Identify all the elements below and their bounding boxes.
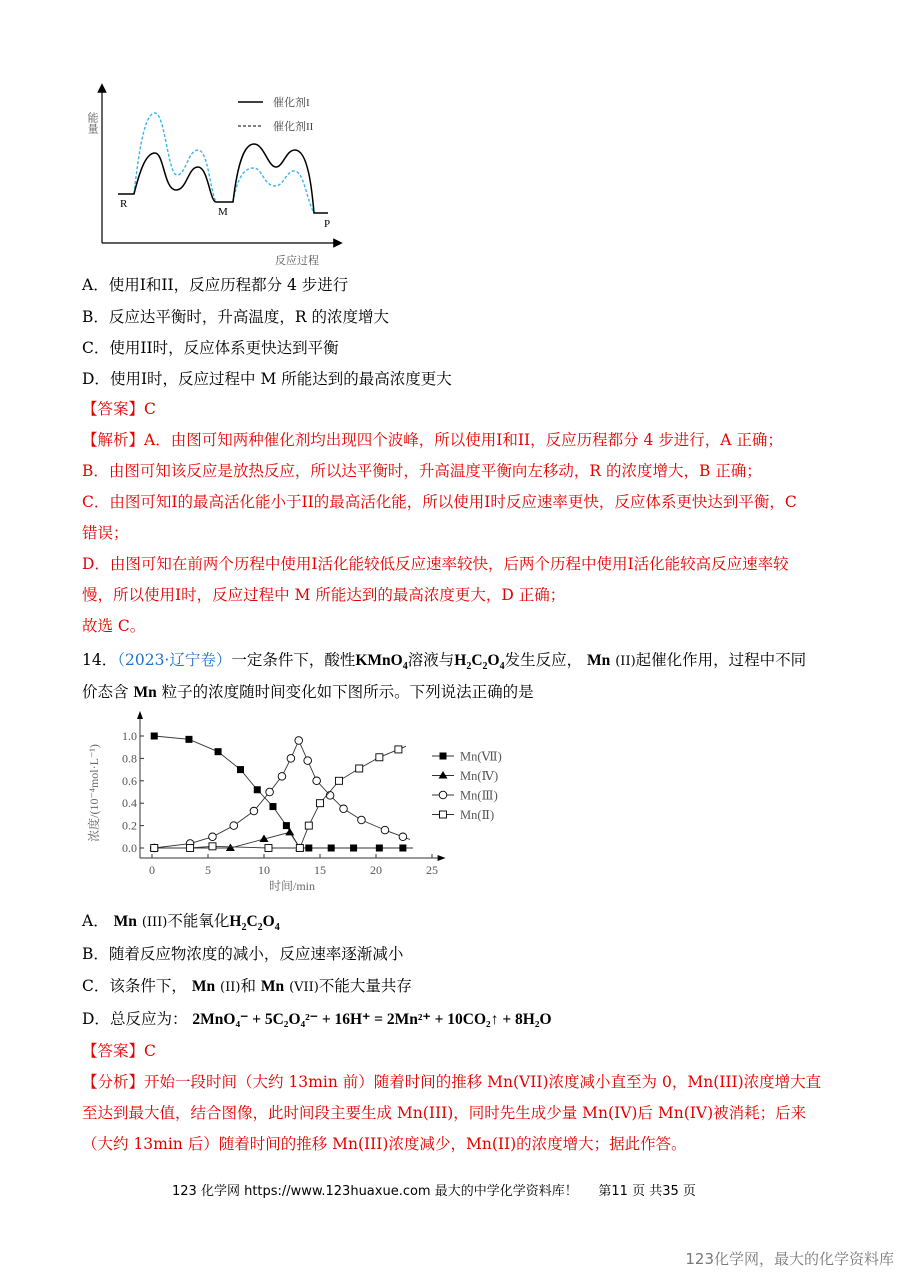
x-tick-label: 5 — [205, 863, 211, 877]
legend-label: Mn(Ⅲ) — [460, 788, 498, 803]
q13-analysis-line-4: 错误； — [82, 524, 129, 542]
option-text: 使用I时，反应过程中 M 所能达到的最高浓度更大 — [109, 370, 452, 388]
y-tick-label: 0.0 — [122, 841, 137, 855]
h2c2o4-formula: $H_2C_2O_4$ — [229, 913, 280, 934]
answer-value: C — [144, 1042, 156, 1060]
stem-text: 粒子的浓度随时间变化如下图所示。下列说法正确的是 — [161, 683, 534, 701]
option-text: 和 — [240, 977, 256, 995]
x-tick-label: 25 — [426, 863, 438, 877]
series-3-point — [187, 845, 194, 852]
formula-text: KMnO — [355, 652, 403, 669]
analysis-text: A．由图可知两种催化剂均出现四个波峰，所以使用I和II，反应历程都分 4 步进行，A 正确； — [144, 431, 783, 449]
series-0-point — [283, 822, 290, 829]
q13-analysis-line-3: C．由图可知I的最高活化能小于II的最高活化能，所以使用I时反应速率更快，反应体系更快达到平衡，C — [82, 493, 797, 511]
option-text: 使用I和II，反应历程都分 4 步进行 — [108, 276, 349, 294]
stem-text: 起催化作用，过程中不同 — [635, 651, 807, 669]
q14-stem-line-1 — [82, 650, 806, 677]
legend-label: Mn(Ⅳ) — [460, 769, 499, 783]
point-label-p: P — [324, 218, 331, 230]
series-3-point — [356, 765, 363, 772]
option-letter: A． — [82, 912, 109, 930]
mn-symbol: Mn — [133, 684, 157, 701]
q13-option-b — [82, 307, 389, 327]
q13-analysis-line-6: 慢，所以使用I时，反应过程中 M 所能达到的最高浓度更大，D 正确； — [82, 586, 566, 604]
x-axis-label: 时间/min — [268, 879, 316, 893]
series-1 — [150, 828, 305, 851]
q13-analysis-line-2: B．由图可知该反应是放热反应，所以达平衡时，升高温度平衡向左移动，R 的浓度增大，B 正确； — [82, 462, 762, 480]
q13-option-c — [82, 338, 339, 358]
concentration-chart — [85, 705, 535, 900]
series-2-point — [358, 816, 366, 824]
series-0-line — [154, 736, 413, 848]
q14-option-d — [82, 1009, 552, 1030]
q14-option-b — [82, 944, 403, 964]
x-tick-label: 15 — [314, 863, 326, 877]
q14-analysis-line-1 — [82, 1072, 821, 1092]
chart-legend — [432, 750, 502, 823]
series-2-point — [326, 792, 334, 800]
series-0-point — [376, 845, 383, 852]
q13-analysis-line-1 — [82, 430, 783, 450]
y-tick-label: 0.8 — [122, 751, 137, 766]
series-0 — [151, 733, 413, 852]
analysis-text: 开始一段时间（大约 13min 前）随着时间的推移 Mn(VII)浓度减小直至为 0，Mn(III)浓度增大直 — [144, 1073, 822, 1091]
option-text: 不能氧化 — [167, 912, 230, 930]
series-3-point — [336, 777, 343, 784]
y-tick-label: 1.0 — [122, 729, 137, 743]
series-2-point — [313, 777, 321, 785]
page-number: 第11 页 共35 页 — [598, 1184, 696, 1199]
series-3-point — [317, 800, 324, 807]
option-letter: B． — [82, 945, 109, 963]
y-tick-label: 0.4 — [122, 796, 137, 811]
series-0-point — [237, 766, 244, 773]
stem-text: 溶液与 — [407, 651, 455, 669]
series-0-point — [399, 845, 406, 852]
series-2-line — [154, 740, 410, 848]
series-3-line — [154, 746, 406, 848]
option-letter: B． — [82, 308, 109, 326]
series-0-point — [350, 845, 357, 852]
footer-site-text: 123 化学网 https://www.123huaxue.com 最大的中学化学资料库！ — [172, 1184, 578, 1199]
series-3-point — [395, 746, 402, 753]
series-2-point — [304, 757, 312, 765]
q14-stem-line-2 — [82, 682, 534, 703]
series-2-point — [340, 805, 348, 813]
chart-series — [150, 733, 413, 852]
series-2-point — [295, 737, 303, 745]
oxidation-state: (III) — [141, 915, 168, 930]
legend-label: Mn(Ⅶ) — [460, 749, 502, 764]
oxidation-state: (II) — [615, 654, 636, 669]
option-text: 该条件下， — [109, 977, 187, 995]
analysis-label: 【分析】 — [82, 1073, 145, 1091]
series-2-point — [399, 833, 407, 841]
series-0-point — [151, 733, 158, 740]
oxidation-state: (II) — [220, 980, 241, 995]
total-equation: 2MnO₄⁻ + 5C₂O₄²⁻ + 16H⁺ = 2Mn²⁺ + 10CO₂↑ + 8H₂O — [192, 1011, 552, 1028]
y-axis-arrow — [137, 711, 143, 719]
series-0-point — [305, 845, 312, 852]
question-number: 14． — [82, 651, 118, 669]
legend-catalyst-ii: 催化剂II — [273, 121, 314, 133]
y-axis-label: 能量 — [86, 112, 98, 134]
option-text: 使用II时，反应体系更快达到平衡 — [109, 339, 339, 357]
q13-analysis-line-7: 故选 C。 — [82, 617, 146, 635]
series-2-point — [287, 755, 295, 763]
option-text: 总反应为： — [109, 1010, 188, 1028]
series-3-point — [209, 843, 216, 850]
energy-profile-figure — [80, 80, 360, 270]
option-text: 不能大量共存 — [318, 977, 412, 995]
x-axis-arrow — [438, 855, 446, 861]
series-3-point — [265, 845, 272, 852]
point-label-r: R — [120, 198, 128, 210]
legend-marker — [440, 811, 447, 818]
formula-sub: 4 — [402, 661, 408, 673]
q14-analysis-line-3: （大约 13min 后）随着时间的推移 Mn(III)浓度减少，Mn(II)的浓度增大；据此作答。 — [82, 1135, 687, 1153]
stem-text: 价态含 — [82, 683, 129, 701]
mn-symbol: Mn — [191, 978, 216, 995]
series-3-point — [151, 845, 158, 852]
answer-label: 【答案】 — [82, 400, 145, 418]
option-text: 反应达平衡时，升高温度，R 的浓度增大 — [108, 308, 389, 326]
q13-answer — [82, 399, 156, 419]
kmno4-formula — [355, 652, 408, 673]
option-letter: D． — [82, 1010, 110, 1028]
stem-text: 发生反应， — [504, 651, 583, 669]
x-tick-label: 10 — [258, 863, 270, 877]
series-0-point — [185, 736, 192, 743]
q13-analysis-line-5: D．由图可知在前两个历程中使用I活化能较低反应速率较快，后两个历程中使用I活化能较高反应速率较 — [82, 555, 789, 573]
legend-marker — [440, 753, 447, 760]
series-0-point — [269, 803, 276, 810]
answer-value: C — [144, 400, 156, 418]
mn-symbol: Mn — [260, 978, 285, 995]
series-2-point — [230, 822, 238, 830]
y-axis-label: 浓度/(10⁻⁴mol·L⁻¹) — [87, 744, 101, 842]
chart-axes — [86, 711, 446, 893]
answer-label: 【答案】 — [82, 1042, 145, 1060]
h2c2o4-formula: $H_2C_2O_4$ — [454, 652, 505, 673]
analysis-label: 【解析】 — [82, 431, 145, 449]
q14-option-a — [82, 911, 280, 938]
y-tick-label: 0.6 — [122, 773, 137, 788]
series-3-point — [305, 822, 312, 829]
series-2-point — [278, 773, 286, 781]
series-0-point — [254, 786, 261, 793]
option-letter: C． — [82, 977, 110, 995]
series-2-point — [209, 833, 217, 841]
legend-marker — [439, 791, 447, 799]
series-2-point — [381, 826, 389, 834]
x-axis-label: 反应过程 — [275, 255, 319, 267]
series-0-point — [328, 845, 335, 852]
q14-option-c — [82, 976, 412, 998]
option-letter: A． — [82, 276, 109, 294]
catalyst-i-curve — [118, 144, 328, 213]
option-letter: D． — [82, 370, 110, 388]
option-text: 随着反应物浓度的减小，反应速率逐渐减小 — [108, 945, 404, 963]
series-2-point — [250, 807, 258, 815]
oxidation-state: (VII) — [289, 980, 319, 995]
legend-catalyst-i: 催化剂I — [273, 97, 310, 109]
q14-answer — [82, 1041, 156, 1061]
question-source: （2023·辽宁卷） — [117, 651, 232, 669]
series-2-point — [266, 788, 274, 796]
watermark: 123化学网，最大的化学资料库 — [685, 1250, 894, 1268]
mn-symbol: Mn — [587, 652, 611, 669]
legend-marker — [439, 771, 448, 779]
q13-option-a — [82, 275, 348, 295]
mn-symbol: Mn — [113, 913, 137, 930]
stem-text: 一定条件下，酸性 — [231, 651, 356, 669]
series-3-point — [296, 845, 303, 852]
x-tick-label: 0 — [149, 863, 155, 877]
legend-label: Mn(Ⅱ) — [460, 808, 495, 822]
point-label-m: M — [218, 206, 228, 218]
q14-analysis-line-2: 至达到最大值，结合图像，此时间段主要生成 Mn(III)，同时先生成少量 Mn(IV)后 Mn(IV)被消耗；后来 — [82, 1104, 807, 1122]
q13-option-d — [82, 369, 452, 389]
option-letter: C． — [82, 339, 110, 357]
series-0-point — [215, 748, 222, 755]
y-tick-label: 0.2 — [122, 818, 137, 833]
series-3-point — [376, 754, 383, 761]
x-tick-label: 20 — [370, 863, 382, 877]
page-footer — [172, 1180, 696, 1199]
